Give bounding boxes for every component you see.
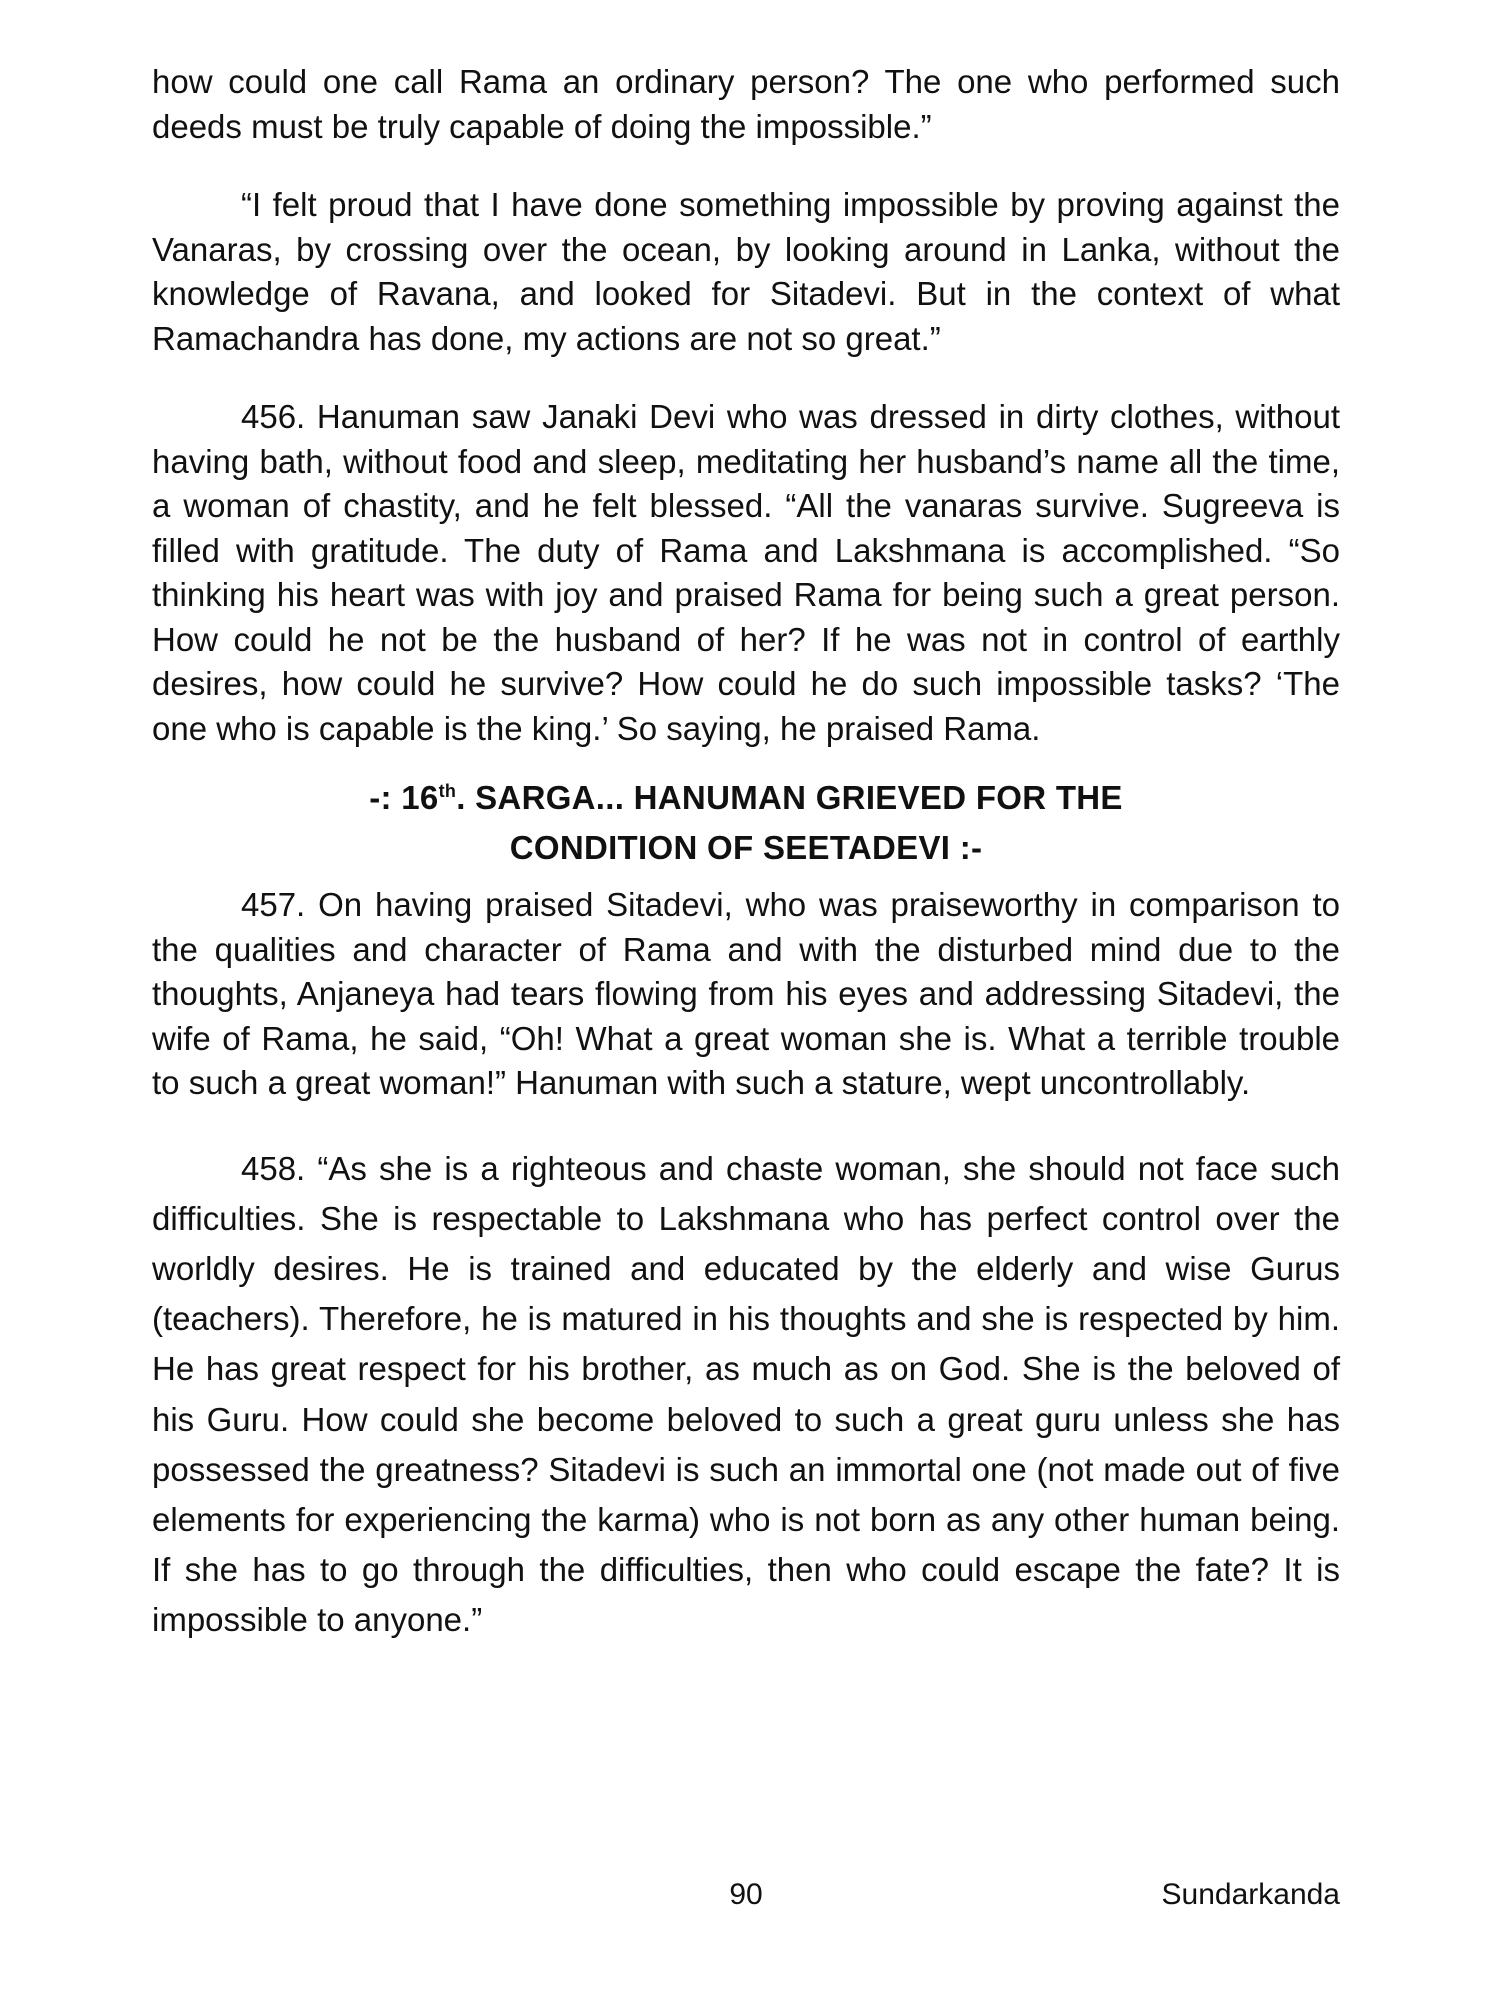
paragraph-456: 456. Hanuman saw Janaki Devi who was dressed in dirty clothes, without having bath, without food and sleep, meditating her husband’s name all the time, a woman of chastity, and he felt blessed. “All the vanaras survive. Sugreeva is filled with gratitude. The duty of Rama and Lakshmana is accomplished. “So thinking his heart was with joy and praised Rama for being such a great person. How could he not be the husband of her? If he was not in control of earthly desires, how could he survive? How could he do such impossible tasks? ‘The one who is capable is the king.’ So saying, he praised Rama. xyxy=(152,398,1340,747)
section-heading-line-2: CONDITION OF SEETADEVI :- xyxy=(509,829,983,866)
paragraph-hanuman-proud: “I felt proud that I have done something impossible by proving against the Vanaras, by crossing over the ocean, by looking around in Lanka, without the knowledge of Ravana, and looked for Sitadevi. But in the context of what Ramachandra has done, my actions are not so great.” xyxy=(152,186,1340,357)
page-body xyxy=(152,60,1340,1646)
heading-prefix: -: 16 xyxy=(369,779,439,816)
section-heading xyxy=(152,773,1340,873)
section-heading-line-1 xyxy=(152,773,1340,823)
paragraph-continuation: how could one call Rama an ordinary person? The one who performed such deeds must be truly capable of doing the impossible.” xyxy=(152,63,1340,145)
heading-line-1-rest: . SARGA... HANUMAN GRIEVED FOR THE xyxy=(456,779,1123,816)
page-number: 90 xyxy=(729,1878,763,1911)
heading-superscript: th xyxy=(438,781,457,801)
paragraph-458: 458. “As she is a righteous and chaste woman, she should not face such difficulties. She is respectable to Lakshmana who has perfect control over the worldly desires. He is trained and educated by the elderly and wise Gurus (teachers). Therefore, he is matured in his thoughts and she is respected by him. He has great respect for his brother, as much as on God. She is the beloved of his Guru. How could she become beloved to such a great guru unless she has possessed the greatness? Sitadevi is such an immortal one (not made out of five elements for experiencing the karma) who is not born as any other human being. If she has to go through the difficulties, then who could escape the fate? It is impossible to anyone.” xyxy=(152,1149,1340,1639)
page-footer xyxy=(152,1878,1340,1918)
running-title: Sundarkanda xyxy=(1161,1878,1340,1911)
paragraph-457: 457. On having praised Sitadevi, who was praiseworthy in comparison to the qualities and character of Rama and with the disturbed mind due to the thoughts, Anjaneya had tears flowing from his eyes and addressing Sitadevi, the wife of Rama, he said, “Oh! What a great woman she is. What a terrible trouble to such a great woman!” Hanuman with such a stature, wept uncontrollably. xyxy=(152,886,1340,1101)
